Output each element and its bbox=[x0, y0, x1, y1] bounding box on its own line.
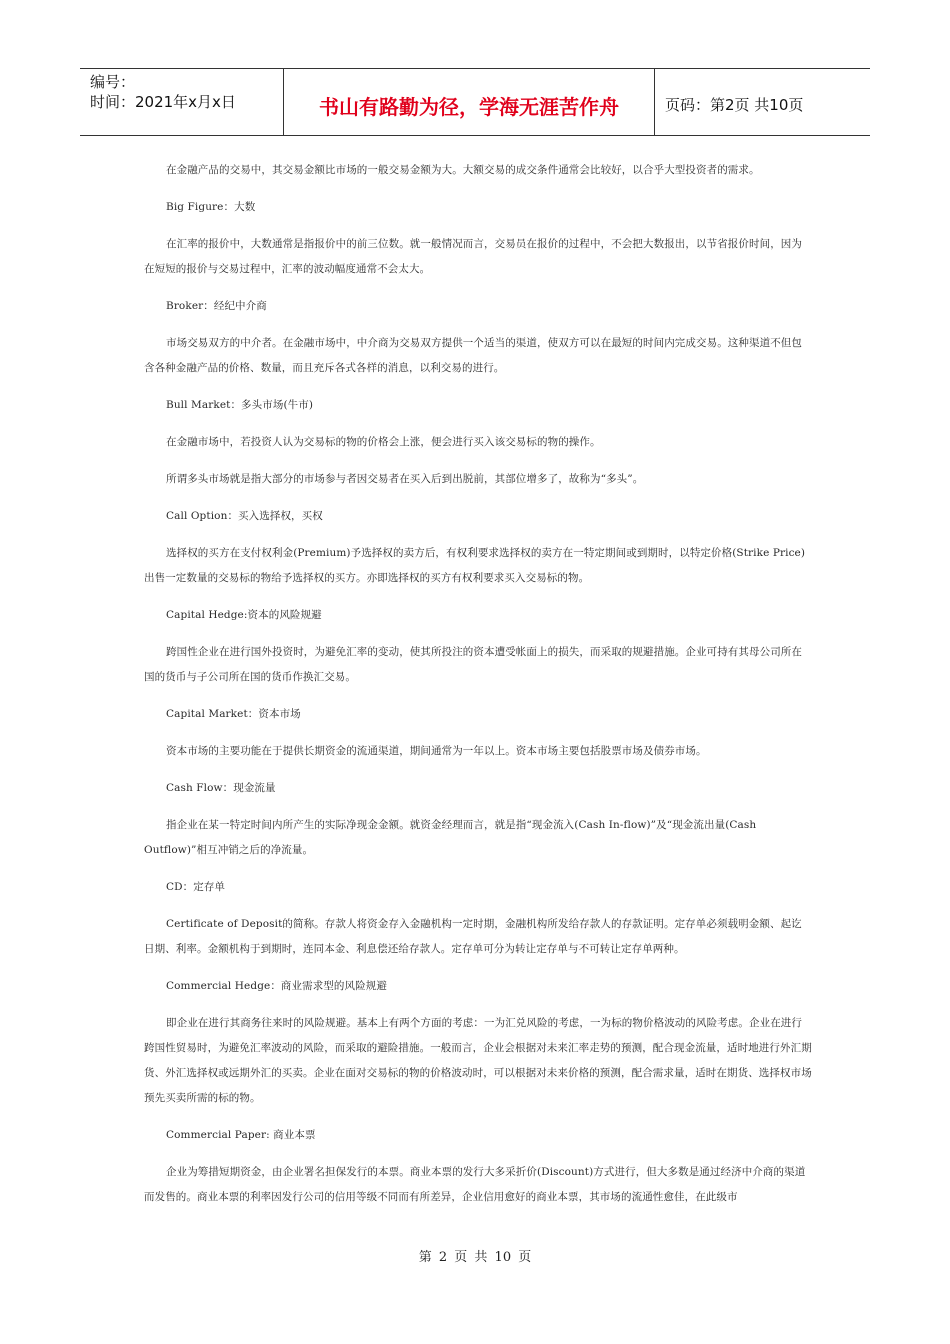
paragraph: 指企业在某一特定时间内所产生的实际净现金金额。就资金经理而言，就是指“现金流入(Cash In-flow)”及“现金流出量(Cash Outflow)”相互冲销之后的净流量。 bbox=[144, 819, 757, 856]
paragraph: 资本市场的主要功能在于提供长期资金的流通渠道，期间通常为一年以上。资本市场主要包括股票市场及债券市场。 bbox=[166, 745, 707, 757]
paragraph: 市场交易双方的中介者。在金融市场中，中介商为交易双方提供一个适当的渠道，使双方可以在最短的时间内完成交易。这种渠道不但包含各种金融产品的价格、数量，而且充斥各式各样的消息，以利交易的进行。 bbox=[144, 337, 802, 374]
term-heading: Broker：经纪中介商 bbox=[166, 300, 267, 312]
term-heading: Commercial Hedge：商业需求型的风险规避 bbox=[166, 980, 387, 992]
paragraph: 在金融产品的交易中，其交易金额比市场的一般交易金额为大。大额交易的成交条件通常会比较好，以合乎大型投资者的需求。 bbox=[166, 164, 760, 176]
paragraph: 在汇率的报价中，大数通常是指报价中的前三位数。就一般情况而言，交易员在报价的过程中，不会把大数报出，以节省报价时间，因为在短短的报价与交易过程中，汇率的波动幅度通常不会太大。 bbox=[144, 238, 802, 275]
term-heading: Capital Hedge:资本的风险规避 bbox=[166, 609, 322, 621]
paragraph: 所谓多头市场就是指大部分的市场参与者因交易者在买入后到出脱前，其部位增多了，故称为“多头”。 bbox=[166, 473, 644, 485]
term-heading: Big Figure：大数 bbox=[166, 201, 256, 213]
paragraph: Certificate of Deposit的简称。存款人将资金存入金融机构一定时期，金融机构所发给存款人的存款证明。定存单必须载明金额、起讫日期、利率。金额机构于到期时，连同本金、利息偿还给存款人。定存单可分为转让定存单与不可转让定存单两种。 bbox=[144, 918, 802, 955]
term-heading: CD：定存单 bbox=[166, 881, 226, 893]
document-date: 时间：2021年x月x日 bbox=[90, 93, 236, 111]
paragraph: 企业为筹措短期资金，由企业署名担保发行的本票。商业本票的发行大多采折价(Discount)方式进行，但大多数是通过经济中介商的渠道而发售的。商业本票的利率因发行公司的信用等级不同而有所差异，企业信用愈好的商业本票，其市场的流通性愈佳，在此级市 bbox=[144, 1166, 806, 1203]
term-heading: Bull Market：多头市场(牛市) bbox=[166, 399, 314, 411]
term-heading: Call Option：买入选择权，买权 bbox=[166, 510, 323, 522]
term-heading: Commercial Paper: 商业本票 bbox=[166, 1129, 316, 1141]
header-page-info: 页码：第2页 共10页 bbox=[665, 95, 804, 114]
paragraph: 即企业在进行其商务往来时的风险规避。基本上有两个方面的考虑：一为汇兑风险的考虑，一为标的物价格波动的风险考虑。企业在进行跨国性贸易时，为避免汇率波动的风险，而采取的避险措施。一般而言，企业会根据对未来汇率走势的预测，配合现金流量，适时地进行外汇期货、外汇选择权或远期外汇的买卖。企业在面对交易标的物的价格波动时，可以根据对未来价格的预测，配合需求量，适时在期货、选择权市场预先买卖所需的标的物。 bbox=[144, 1017, 812, 1104]
paragraph: 跨国性企业在进行国外投资时，为避免汇率的变动，使其所投注的资本遭受帐面上的损失，而采取的规避措施。企业可持有其母公司所在国的货币与子公司所在国的货币作换汇交易。 bbox=[144, 646, 802, 683]
paragraph: 在金融市场中，若投资人认为交易标的物的价格会上涨，便会进行买入该交易标的物的操作。 bbox=[166, 436, 601, 448]
paragraph: 选择权的买方在支付权利金(Premium)予选择权的卖方后，有权利要求选择权的卖方在一特定期间或到期时，以特定价格(Strike Price)出售一定数量的交易标的物给予选择权的买方。亦即选择权的买方有权利要求买入交易标的物。 bbox=[144, 547, 806, 584]
header-slogan: 书山有路勤为径，学海无涯苦作舟 bbox=[284, 69, 655, 135]
header-left-cell bbox=[80, 69, 284, 135]
document-body bbox=[144, 158, 812, 1222]
page-footer: 第 2 页 共 10 页 bbox=[418, 1250, 532, 1265]
document-number-label: 编号： bbox=[90, 73, 136, 91]
page-header bbox=[80, 68, 870, 136]
term-heading: Capital Market：资本市场 bbox=[166, 708, 301, 720]
term-heading: Cash Flow：现金流量 bbox=[166, 782, 276, 794]
